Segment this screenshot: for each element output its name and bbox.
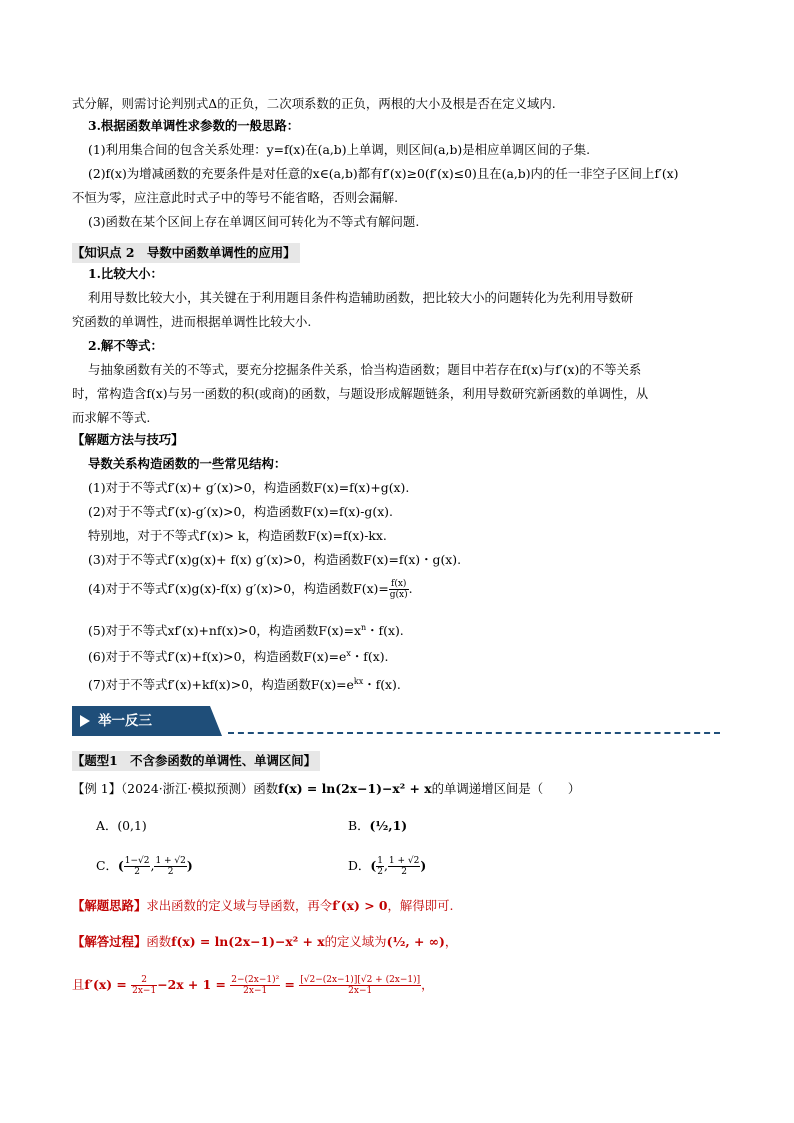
solution-idea: 【解题思路】求出函数的定义域与导函数，再令f′(x) > 0，解得即可. [72, 898, 454, 913]
method-item-7: (7)对于不等式f′(x)+kf(x)>0，构造函数$F(x)=e^{kx}$・f(x). [88, 677, 401, 693]
heading-3: 3.根据函数单调性求参数的一般思路： [88, 118, 300, 133]
method-item-4: (4)对于不等式f′(x)g(x)-f(x) g′(x)>0，构造函数F(x)= $\frac{f(x)}{g(x)}$ . [88, 579, 413, 600]
problem-type-heading: 【题型1 不含参函数的单调性、单调区间】 [72, 751, 320, 771]
option-b: B．(½,1) [348, 818, 408, 833]
dashed-divider [228, 732, 720, 734]
heading-compare: 1.比较大小： [88, 266, 163, 281]
option-a: A．(0,1) [96, 818, 147, 833]
text-line: 式分解，则需讨论判别式Δ的正负，二次项系数的正负，两根的大小及根是否在定义域内. [72, 96, 556, 111]
method-item-2: (2)对于不等式f′(x)-g′(x)>0，构造函数F(x)=f(x)-g(x). [88, 504, 393, 519]
text-line: 究函数的单调性，进而根据单调性比较大小. [72, 314, 312, 329]
banner-title: 举一反三 [98, 713, 152, 729]
method-item-6: (6)对于不等式f′(x)+f(x)>0，构造函数$F(x)=e^x$・f(x). [88, 649, 389, 665]
text-line: (2)f(x)为增减函数的充要条件是对任意的x∈(a,b)都有f′(x)≥0(f′(x)≤0)且在(a,b)内的任一非空子区间上f′(x) [88, 166, 679, 181]
text-line: 与抽象函数有关的不等式，要充分挖掘条件关系，恰当构造函数；题目中若存在f(x)与f′(x)的不等关系 [88, 362, 642, 377]
solution-process: 【解答过程】函数f(x) = ln(2x−1)−x² + x的定义域为(½, + ∞)， [72, 934, 458, 949]
method-heading: 【解题方法与技巧】 [72, 432, 184, 447]
option-c: C．( $\frac{1-√2}{2}$ , $\frac{1 + √2}{2}$ ) [96, 856, 193, 877]
text-line: 利用导数比较大小，其关键在于利用题目条件构造辅助函数，把比较大小的问题转化为先利用导数研 [88, 290, 634, 305]
fraction: $\frac{f(x)}{g(x)}$ [389, 579, 408, 600]
text-line: 不恒为零，应注意此时式子中的等号不能省略，否则会漏解. [72, 190, 399, 205]
option-d: D．( $\frac{1}{2}$ , $\frac{1 + √2}{2}$ ) [348, 856, 427, 877]
text-line: (3)函数在某个区间上存在单调区间可转化为不等式有解问题. [88, 214, 420, 229]
derivative-line: 且f′(x) = $\frac{2}{2x-1}$ −2x + 1 = $\frac{\text{2−(2x−1)²}}{2x-1}$ = $\frac{[√2-(2x-1)][√2 + (2x-1)]}{2x-1}$ ， [72, 975, 434, 996]
text-line: 而求解不等式. [72, 410, 151, 425]
method-item-3: (3)对于不等式f′(x)g(x)+ f(x) g′(x)>0，构造函数F(x)=f(x)・g(x). [88, 552, 462, 567]
method-item-2-special: 特别地，对于不等式f′(x)> k，构造函数F(x)=f(x)-kx. [88, 528, 387, 543]
section-heading-knowledge-2: 【知识点 2 导数中函数单调性的应用】 [72, 243, 300, 263]
method-intro: 导数关系构造函数的一些常见结构： [88, 456, 287, 471]
text-line: 时，常构造含f(x)与另一函数的积(或商)的函数，与题设形成解题链条，利用导数研究新函数的单调性，从 [72, 386, 649, 401]
method-item-5: (5)对于不等式xf′(x)+nf(x)>0，构造函数$F(x)=x^n$・f(x). [88, 623, 404, 639]
method-item-1: (1)对于不等式f′(x)+ g′(x)>0，构造函数F(x)=f(x)+g(x). [88, 480, 410, 495]
text-line: (1)利用集合间的包含关系处理：y=f(x)在(a,b)上单调，则区间(a,b)是相应单调区间的子集. [88, 142, 591, 157]
heading-inequality: 2.解不等式： [88, 338, 163, 353]
method-item-4-text: (4)对于不等式f′(x)g(x)-f(x) g′(x)>0，构造函数F(x)= [88, 581, 389, 596]
example-1: 【例 1】（2024·浙江·模拟预测）函数f(x) = ln(2x−1)−x² + x的单调递增区间是（ ） [72, 781, 581, 796]
